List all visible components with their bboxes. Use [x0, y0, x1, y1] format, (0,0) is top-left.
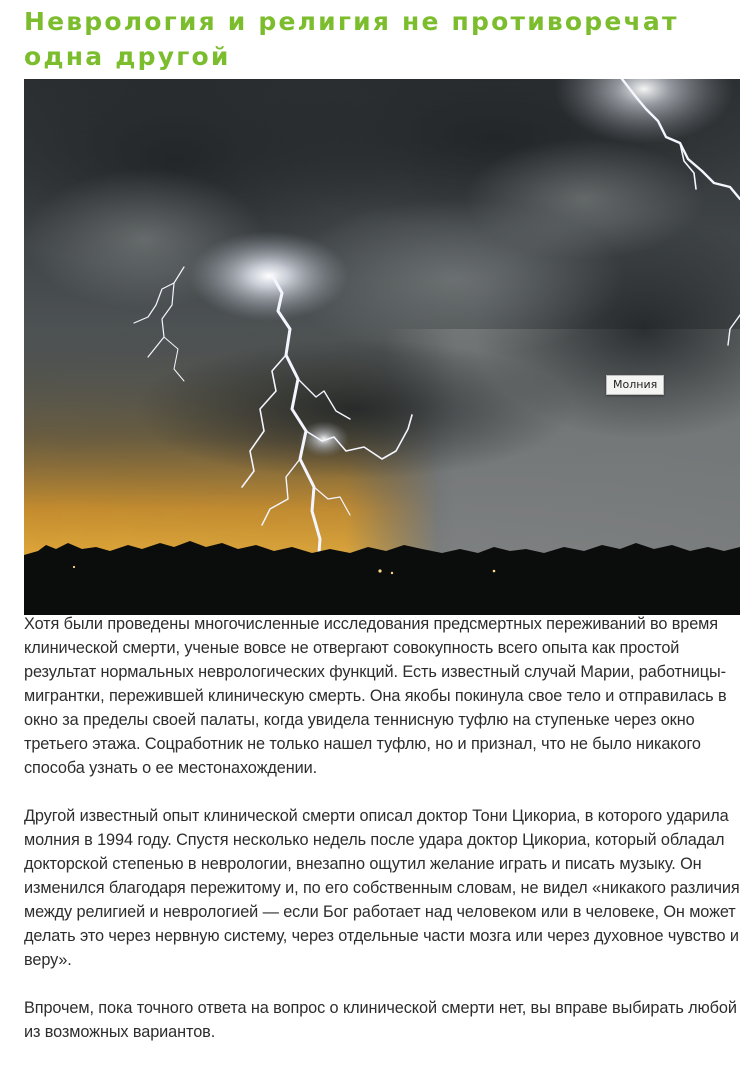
- lightning-storm-image: [24, 79, 740, 615]
- paragraph: Впрочем, пока точного ответа на вопрос о клинической смерти нет, вы вправе выбирать любой из возможных вариантов.: [24, 999, 737, 1041]
- tree-line-silhouette: [24, 541, 740, 615]
- paragraph: Хотя были проведены многочисленные исследования предсмертных переживаний во время клинической смерти, ученые вовсе не отвергают совокупность всего опыта как простой результат нормальных неврологических функций. Есть известный случай Марии, работницы-мигрантки, пережившей клиническую смерть. Она якобы покинула свое тело и отправилась в окно за пределы своей палаты, когда увидела теннисную туфлю на ступеньке через окно третьего этажа. Соцработник не только нашел туфлю, но и признал, что не было никакого способа узнать о ее местонахождении.: [24, 615, 727, 777]
- article-title: Неврология и религия не противоречат одна другой: [24, 7, 679, 71]
- article-body: [24, 612, 740, 1068]
- paragraph: Другой известный опыт клинической смерти описал доктор Тони Цикориа, в которого ударила молния в 1994 году. Спустя несколько недель после удара доктор Цикориа, который обладал докторской степенью в неврологии, внезапно ощутил желание играть и писать музыку. Он изменился благодаря пережитому и, по его собственным словам, не видел «никакого различия между религией и неврологией — если Бог работает над человеком или в человеке, Он может делать это через нервную систему, через отдельные части мозга или через духовное чувство и веру».: [24, 807, 740, 969]
- image-tooltip: Молния: [606, 375, 664, 395]
- lightning-photo-illustration: [24, 79, 740, 615]
